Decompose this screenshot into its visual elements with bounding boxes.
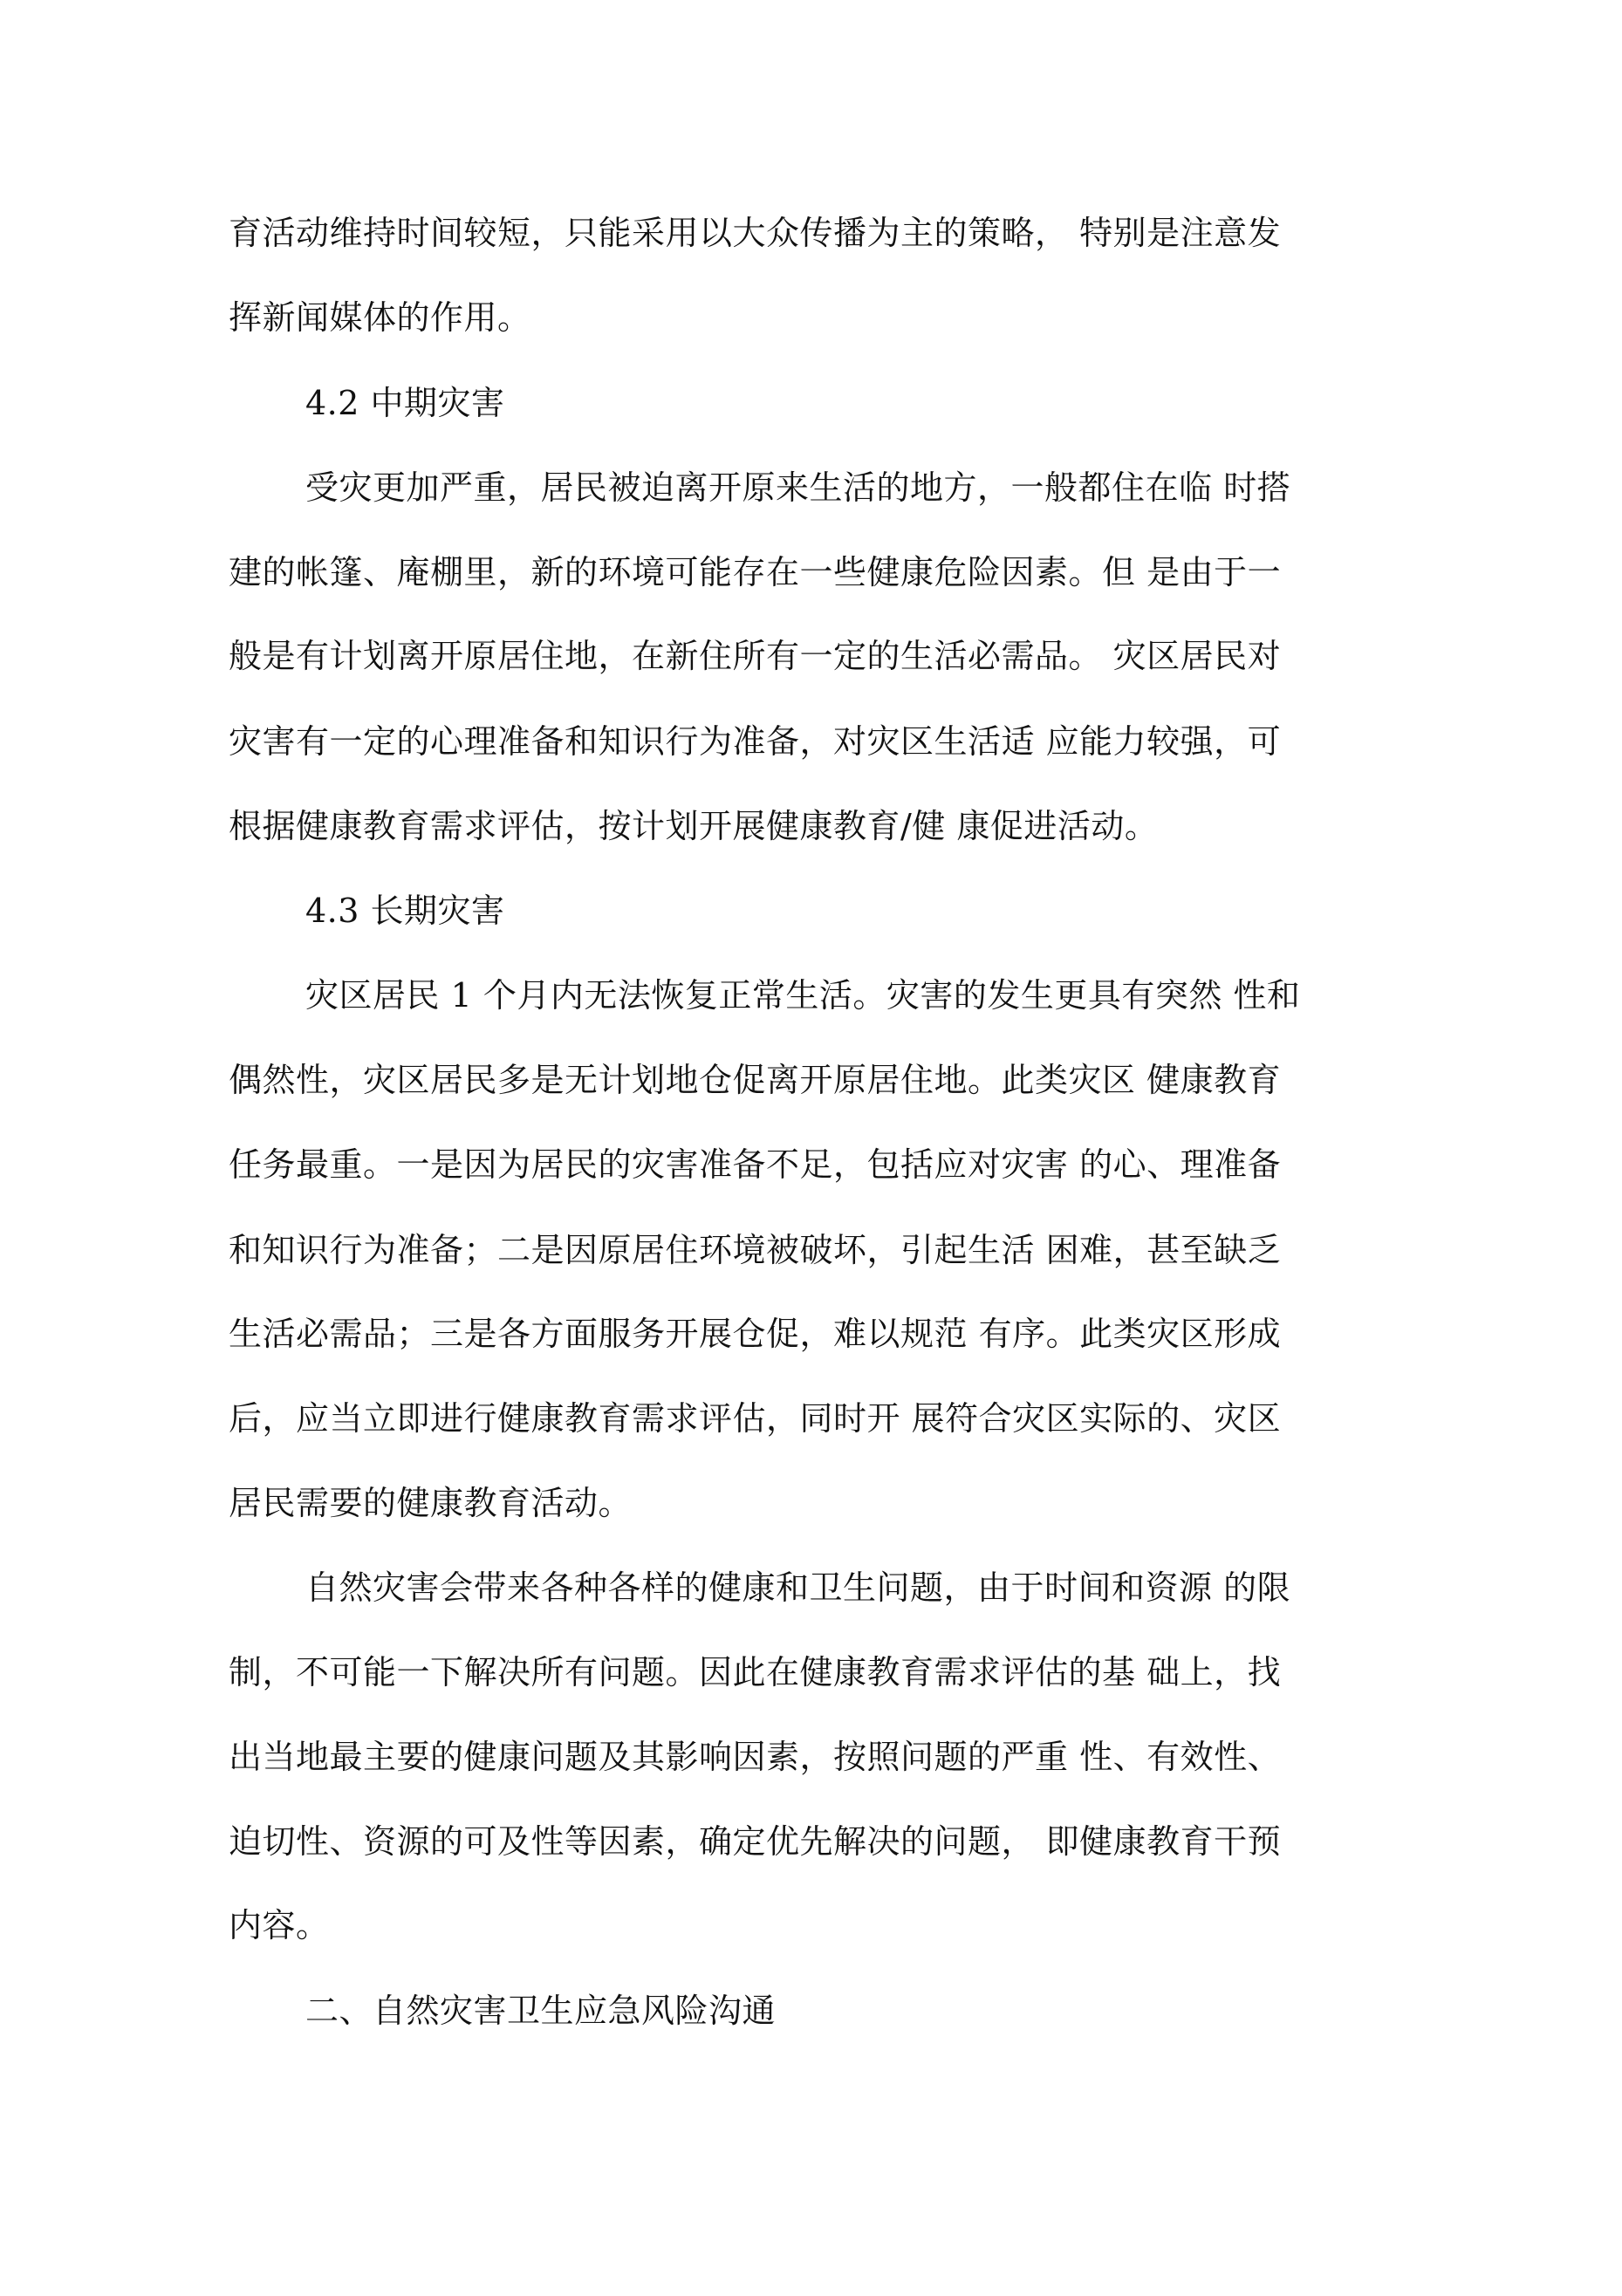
text-line: 生活必需品；三是各方面服务开展仓促，难以规范 有序。此类灾区形成 xyxy=(229,1315,1282,1353)
text-line: 迫切性、资源的可及性等因素，确定优先解决的问题， 即健康教育干预 xyxy=(229,1822,1282,1861)
text-line: 般是有计划离开原居住地，在新住所有一定的生活必需品。 灾区居民对 xyxy=(229,637,1282,675)
text-line: 根据健康教育需求评估，按计划开展健康教育/健 康促进活动。 xyxy=(229,807,1159,845)
text-line: 偶然性，灾区居民多是无计划地仓促离开原居住地。此类灾区 健康教育 xyxy=(229,1061,1282,1099)
text-line: 挥新闻媒体的作用。 xyxy=(229,298,531,337)
text-line: 任务最重。一是因为居民的灾害准备不足，包括应对灾害 的心、理准备 xyxy=(229,1145,1282,1184)
text-line: 建的帐篷、庵棚里，新的环境可能存在一些健康危险因素。但 是由于一 xyxy=(229,553,1282,591)
section-heading: 二、自然灾害卫生应急风险沟通 xyxy=(305,1992,777,2030)
text-line: 育活动维持时间较短，只能采用以大众传播为主的策略， 特别是注意发 xyxy=(229,214,1282,252)
text-line: 受灾更加严重，居民被迫离开原来生活的地方，一般都住在临 时搭 xyxy=(305,468,1291,507)
text-line: 出当地最主要的健康问题及其影响因素，按照问题的严重 性、有效性、 xyxy=(229,1738,1282,1776)
text-line: 内容。 xyxy=(229,1906,330,1944)
text-line: 灾害有一定的心理准备和知识行为准备，对灾区生活适 应能力较强，可 xyxy=(229,722,1282,761)
text-line: 和知识行为准备；二是因原居住环境被破坏，引起生活 困难，甚至缺乏 xyxy=(229,1231,1282,1269)
section-heading: 4.2 中期灾害 xyxy=(305,384,505,422)
text-line: 制，不可能一下解决所有问题。因此在健康教育需求评估的基 础上，找 xyxy=(229,1653,1282,1691)
text-line: 居民需要的健康教育活动。 xyxy=(229,1484,633,1522)
text-line: 后，应当立即进行健康教育需求评估，同时开 展符合灾区实际的、灾区 xyxy=(229,1399,1282,1438)
text-line: 自然灾害会带来各种各样的健康和卫生问题，由于时间和资源 的限 xyxy=(305,1568,1291,1607)
text-line: 灾区居民 1 个月内无法恢复正常生活。灾害的发生更具有突然 性和 xyxy=(305,976,1301,1015)
section-heading: 4.3 长期灾害 xyxy=(305,892,505,930)
